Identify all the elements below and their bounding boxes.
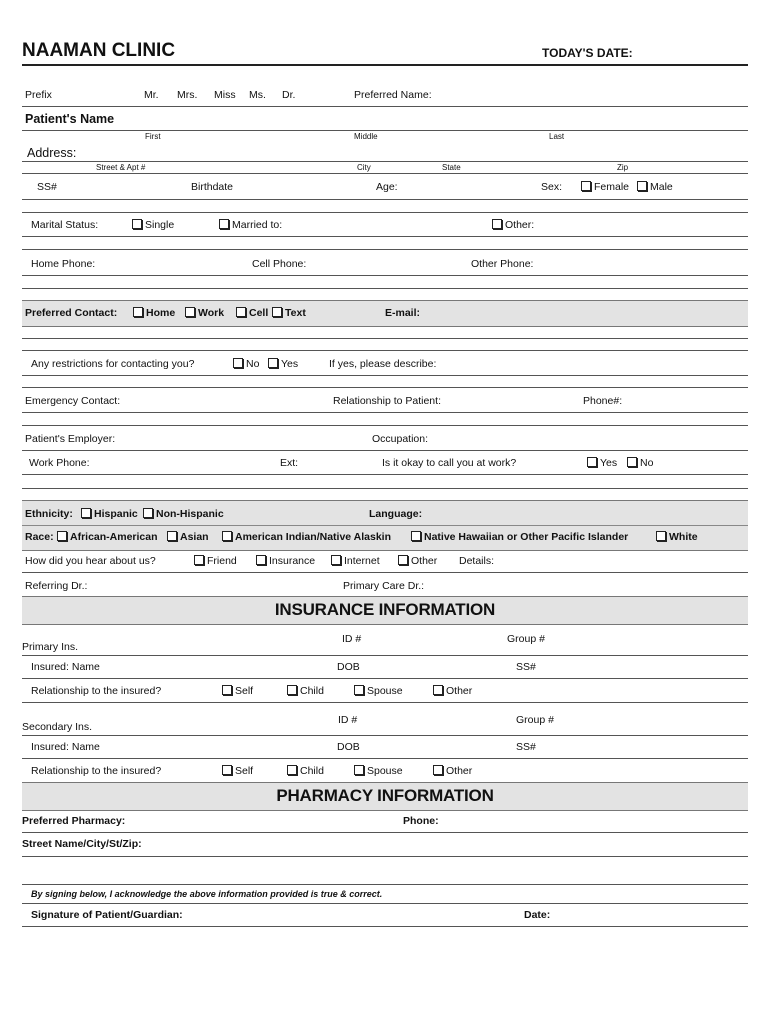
primary-group-label: Group # <box>507 633 545 645</box>
ethnicity-non-hispanic-option[interactable]: Non-Hispanic <box>143 508 224 520</box>
state-caption: State <box>442 163 461 172</box>
primary-spouse-option[interactable]: Spouse <box>354 685 403 697</box>
checkbox-icon[interactable] <box>256 555 266 565</box>
checkbox-icon[interactable] <box>194 555 204 565</box>
restrictions-describe-label: If yes, please describe: <box>329 358 437 370</box>
secondary-ins-label: Secondary Ins. <box>22 721 93 733</box>
primary-relationship-label: Relationship to the insured? <box>31 685 162 697</box>
race-african-american-option[interactable]: African-American <box>57 531 158 543</box>
relationship-label: Relationship to Patient: <box>333 395 441 407</box>
referral-details-label: Details: <box>459 555 495 567</box>
cell-phone-label: Cell Phone: <box>252 258 307 270</box>
referral-other-option[interactable]: Other <box>398 555 437 567</box>
city-caption: City <box>357 163 371 172</box>
address-label: Address: <box>27 146 77 160</box>
patient-name-label: Patient's Name <box>25 112 115 126</box>
email-label: E-mail: <box>385 307 421 319</box>
checkbox-icon[interactable] <box>433 685 443 695</box>
first-name-caption: First <box>145 132 161 141</box>
call-work-no-option[interactable]: No <box>627 457 653 469</box>
contact-work-option[interactable]: Work <box>185 307 224 319</box>
referring-dr-label: Referring Dr.: <box>25 580 88 592</box>
last-name-caption: Last <box>549 132 565 141</box>
pharmacy-phone-label: Phone: <box>403 815 439 827</box>
prefix-miss[interactable]: Miss <box>214 89 236 101</box>
preferred-contact-label: Preferred Contact: <box>25 307 118 319</box>
preferred-name-label: Preferred Name: <box>354 89 432 101</box>
ext-label: Ext: <box>280 457 299 469</box>
referral-internet-option[interactable]: Internet <box>331 555 380 567</box>
secondary-child-option[interactable]: Child <box>287 765 324 777</box>
home-phone-label: Home Phone: <box>31 258 96 270</box>
secondary-relationship-label: Relationship to the insured? <box>31 765 162 777</box>
acknowledge-text: By signing below, I acknowledge the above information provided is true & correct. <box>31 889 383 899</box>
restrictions-no-option[interactable]: No <box>233 358 259 370</box>
okay-to-call-label: Is it okay to call you at work? <box>382 457 517 469</box>
checkbox-icon[interactable] <box>354 685 364 695</box>
prefix-ms[interactable]: Ms. <box>249 89 266 101</box>
marital-status-label: Marital Status: <box>31 219 99 231</box>
checkbox-icon[interactable] <box>219 219 229 229</box>
sex-female-option[interactable]: Female <box>581 181 629 193</box>
checkbox-icon[interactable] <box>398 555 408 565</box>
middle-name-caption: Middle <box>354 132 378 141</box>
birthdate-label: Birthdate <box>191 181 234 193</box>
prefix-mrs[interactable]: Mrs. <box>177 89 198 101</box>
checkbox-icon[interactable] <box>222 531 232 541</box>
primary-child-option[interactable]: Child <box>287 685 324 697</box>
clinic-name: NAAMAN CLINIC <box>22 40 176 61</box>
referral-insurance-option[interactable]: Insurance <box>256 555 315 567</box>
prefix-dr[interactable]: Dr. <box>282 89 296 101</box>
contact-text-option[interactable]: Text <box>272 307 306 319</box>
emergency-contact-label: Emergency Contact: <box>25 395 121 407</box>
checkbox-icon[interactable] <box>268 358 278 368</box>
pharmacy-heading: PHARMACY INFORMATION <box>276 786 494 805</box>
marital-other-option[interactable]: Other: <box>492 219 534 231</box>
primary-other-option[interactable]: Other <box>433 685 472 697</box>
sex-male-option[interactable]: Male <box>637 181 673 193</box>
work-phone-label: Work Phone: <box>29 457 90 469</box>
employer-label: Patient's Employer: <box>25 433 116 445</box>
secondary-ss-label: SS# <box>516 741 536 753</box>
signature-date-label: Date: <box>524 909 551 921</box>
checkbox-icon[interactable] <box>57 531 67 541</box>
ssn-label: SS# <box>37 181 57 193</box>
checkbox-icon[interactable] <box>354 765 364 775</box>
emergency-phone-label: Phone#: <box>583 395 623 407</box>
checkbox-icon[interactable] <box>637 181 647 191</box>
restrictions-question: Any restrictions for contacting you? <box>31 358 195 370</box>
contact-cell-option[interactable]: Cell <box>236 307 268 319</box>
checkbox-icon[interactable] <box>222 765 232 775</box>
checkbox-icon[interactable] <box>132 219 142 229</box>
referral-question: How did you hear about us? <box>25 555 156 567</box>
prefix-label: Prefix <box>25 89 52 101</box>
checkbox-icon[interactable] <box>133 307 143 317</box>
race-white-option[interactable]: White <box>656 531 698 543</box>
todays-date-label: TODAY'S DATE: <box>542 46 633 60</box>
street-caption: Street & Apt # <box>96 163 146 172</box>
checkbox-icon[interactable] <box>81 508 91 518</box>
marital-single-option[interactable]: Single <box>132 219 174 231</box>
primary-insured-name-label: Insured: Name <box>31 661 100 673</box>
secondary-other-option[interactable]: Other <box>433 765 472 777</box>
primary-ss-label: SS# <box>516 661 536 673</box>
occupation-label: Occupation: <box>372 433 429 445</box>
checkbox-icon[interactable] <box>236 307 246 317</box>
ethnicity-hispanic-option[interactable]: Hispanic <box>81 508 138 520</box>
checkbox-icon[interactable] <box>272 307 282 317</box>
signature-label: Signature of Patient/Guardian: <box>31 909 183 921</box>
pharmacy-street-label: Street Name/City/St/Zip: <box>22 838 142 850</box>
checkbox-icon[interactable] <box>143 508 153 518</box>
checkbox-icon[interactable] <box>222 685 232 695</box>
checkbox-icon[interactable] <box>627 457 637 467</box>
checkbox-icon[interactable] <box>411 531 421 541</box>
secondary-id-label: ID # <box>338 714 358 726</box>
checkbox-icon[interactable] <box>233 358 243 368</box>
age-label: Age: <box>376 181 398 193</box>
sex-label: Sex: <box>541 181 563 193</box>
checkbox-icon[interactable] <box>331 555 341 565</box>
secondary-dob-label: DOB <box>337 741 360 753</box>
primary-dob-label: DOB <box>337 661 360 673</box>
race-asian-option[interactable]: Asian <box>167 531 209 543</box>
insurance-heading: INSURANCE INFORMATION <box>274 600 496 619</box>
primary-care-dr-label: Primary Care Dr.: <box>343 580 425 592</box>
marital-married-option[interactable]: Married to: <box>219 219 282 231</box>
checkbox-icon[interactable] <box>581 181 591 191</box>
preferred-pharmacy-label: Preferred Pharmacy: <box>22 815 126 827</box>
language-label: Language: <box>369 508 423 520</box>
checkbox-icon[interactable] <box>185 307 195 317</box>
checkbox-icon[interactable] <box>656 531 666 541</box>
secondary-self-option[interactable]: Self <box>222 765 253 777</box>
race-label: Race: <box>25 531 54 543</box>
zip-caption: Zip <box>617 163 629 172</box>
other-phone-label: Other Phone: <box>471 258 534 270</box>
referral-friend-option[interactable]: Friend <box>194 555 237 567</box>
prefix-mr[interactable]: Mr. <box>144 89 159 101</box>
primary-ins-label: Primary Ins. <box>22 641 79 653</box>
secondary-group-label: Group # <box>516 714 554 726</box>
restrictions-yes-option[interactable]: Yes <box>268 358 298 370</box>
primary-id-label: ID # <box>342 633 362 645</box>
checkbox-icon[interactable] <box>587 457 597 467</box>
secondary-spouse-option[interactable]: Spouse <box>354 765 403 777</box>
race-american-indian-option[interactable]: American Indian/Native Alaskin <box>222 531 391 543</box>
checkbox-icon[interactable] <box>167 531 177 541</box>
checkbox-icon[interactable] <box>287 685 297 695</box>
checkbox-icon[interactable] <box>433 765 443 775</box>
checkbox-icon[interactable] <box>492 219 502 229</box>
primary-self-option[interactable]: Self <box>222 685 253 697</box>
contact-home-option[interactable]: Home <box>133 307 175 319</box>
checkbox-icon[interactable] <box>287 765 297 775</box>
secondary-insured-name-label: Insured: Name <box>31 741 100 753</box>
call-work-yes-option[interactable]: Yes <box>587 457 617 469</box>
race-hawaiian-option[interactable]: Native Hawaiian or Other Pacific Islander <box>411 531 628 543</box>
ethnicity-label: Ethnicity: <box>25 508 73 520</box>
